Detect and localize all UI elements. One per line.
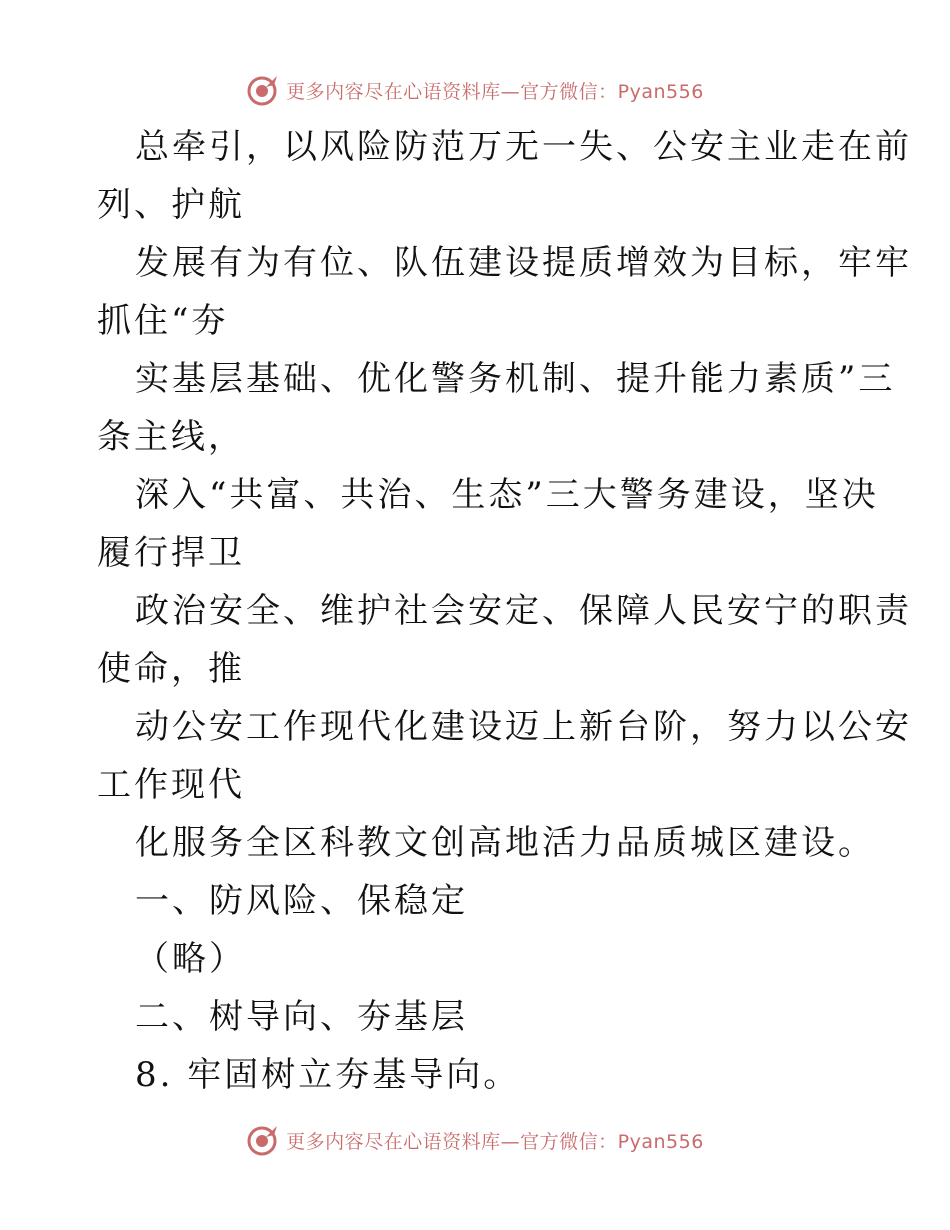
omitted-note: （略） bbox=[135, 939, 246, 979]
quill-logo-icon bbox=[246, 1123, 280, 1157]
watermark-text: 更多内容尽在心语资料库—官方微信：Pyan556 bbox=[286, 80, 704, 103]
paragraph-line: 政治安全、维护社会安定、保障人民安宁的职责 bbox=[135, 591, 912, 631]
paragraph-line: 履行捍卫 bbox=[97, 533, 245, 573]
paragraph-line: 动公安工作现代化建设迈上新台阶，努力以公安 bbox=[135, 707, 912, 747]
section-heading: 二、树导向、夯基层 bbox=[135, 997, 468, 1037]
paragraph-line: 列、护航 bbox=[97, 185, 245, 225]
subsection-heading: 8. 牢固树立夯基导向。 bbox=[135, 1055, 521, 1095]
section-heading: 一、防风险、保稳定 bbox=[135, 881, 468, 921]
paragraph-line: 总牵引，以风险防范万无一失、公安主业走在前 bbox=[135, 127, 912, 167]
watermark-text: 更多内容尽在心语资料库—官方微信：Pyan556 bbox=[286, 1130, 704, 1153]
header-watermark bbox=[0, 70, 950, 110]
footer-watermark bbox=[0, 1120, 950, 1160]
paragraph-line: 条主线， bbox=[97, 417, 245, 457]
document-body bbox=[97, 118, 912, 1104]
paragraph-line: 实基层基础、优化警务机制、提升能力素质”三 bbox=[135, 359, 896, 399]
paragraph-line: 使命，推 bbox=[97, 649, 245, 689]
paragraph-line: 深入“共富、共治、生态”三大警务建设，坚决 bbox=[135, 475, 879, 515]
paragraph-line: 发展有为有位、队伍建设提质增效为目标，牢牢 bbox=[135, 243, 912, 283]
paragraph-line: 工作现代 bbox=[97, 765, 245, 805]
paragraph-line: 化服务全区科教文创高地活力品质城区建设。 bbox=[135, 823, 875, 863]
quill-logo-icon bbox=[246, 73, 280, 107]
paragraph-line: 抓住“夯 bbox=[97, 301, 229, 341]
